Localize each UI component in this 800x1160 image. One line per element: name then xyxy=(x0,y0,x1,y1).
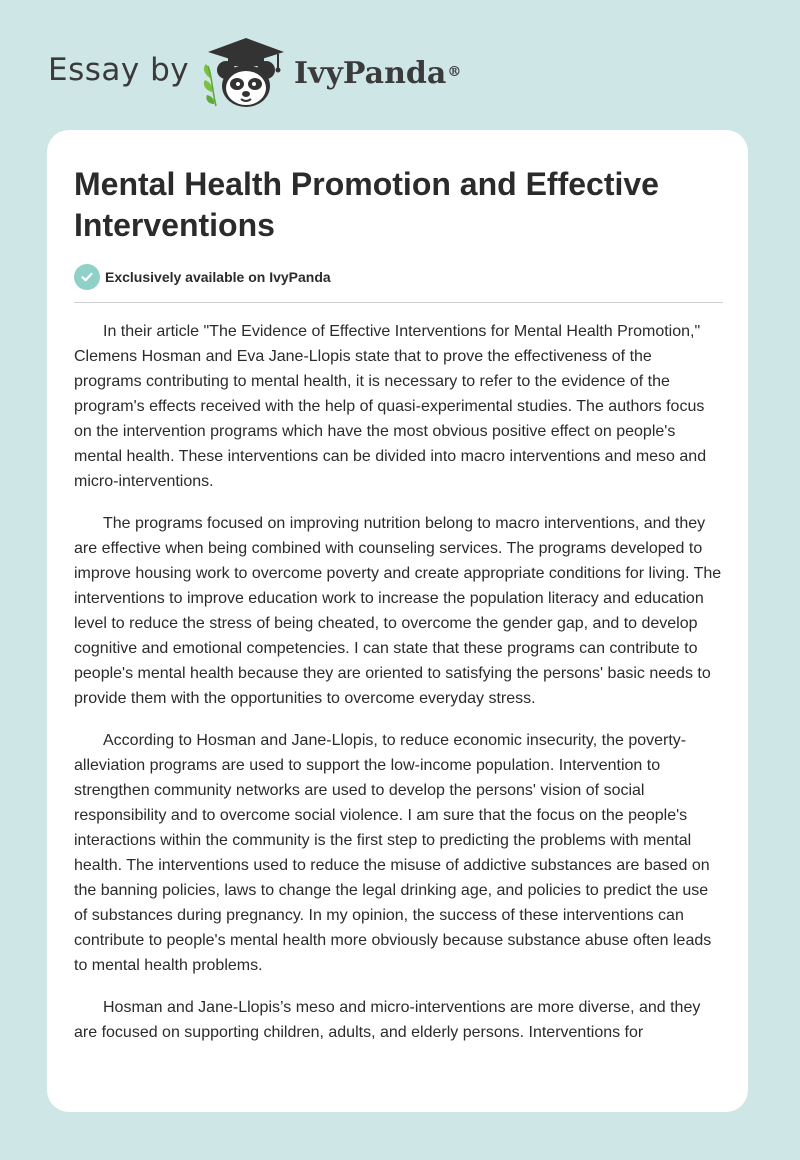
paragraph: Hosman and Jane-Llopis’s meso and micro-interventions are more diverse, and they are focused on supporting children, adults, and elderly persons. Interventions for xyxy=(74,999,701,1041)
registered-mark: ® xyxy=(447,64,462,80)
site-header xyxy=(0,0,800,130)
brand-name[interactable] xyxy=(294,54,461,94)
essay-by-label: Essay by xyxy=(48,52,190,88)
title-divider xyxy=(74,302,723,303)
paragraph: According to Hosman and Jane-Llopis, to reduce economic insecurity, the poverty-alleviation programs are used to support the low-income population. Intervention to strengthen community networks are used to develop the persons' vision of social responsibility and to overcome social violence. I am sure that the focus on the people's interactions within the community is the first step to predicting the problems with mental health. The interventions used to reduce the misuse of addictive substances are based on the banning policies, laws to change the legal drinking age, and policies to predict the use of substances during pregnancy. In my opinion, the success of these interventions can contribute to people's mental health more obviously because substance abuse often leads to mental health problems. xyxy=(74,732,712,974)
exclusive-label: Exclusively available on IvyPanda xyxy=(105,269,331,285)
check-circle-icon xyxy=(74,264,100,290)
paragraph: The programs focused on improving nutrition belong to macro interventions, and they are effective when being combined with counseling services. The programs developed to improve housing work to overcome poverty and create appropriate conditions for living. The interventions to improve education work to increase the population literacy and education level to reduce the stress of being cheated, to overcome the gender gap, and to develop cognitive and emotional competencies. I can state that these programs can contribute to people's mental health because they are oriented to satisfying the persons' basic needs to provide them with the opportunities to overcome everyday stress. xyxy=(74,515,722,707)
exclusive-badge xyxy=(74,264,331,290)
panda-graduation-cap-logo[interactable] xyxy=(196,34,296,110)
paragraph: In their article "The Evidence of Effective Interventions for Mental Health Promotion," Clemens Hosman and Eva Jane-Llopis state that to prove the effectiveness of the programs contributing to mental health, it is necessary to refer to the evidence of the program's effects received with the help of quasi-experimental studies. The authors focus on the intervention programs which have the most obvious positive effect on people's mental health. These interventions can be divided into macro interventions and meso and micro-interventions. xyxy=(74,323,707,490)
brand-label: IvyPanda xyxy=(294,56,447,91)
essay-body xyxy=(74,319,723,1062)
essay-card xyxy=(47,130,748,1112)
ivy-leaf-icon xyxy=(204,64,216,106)
essay-title: Mental Health Promotion and Effective Interventions xyxy=(74,166,659,243)
